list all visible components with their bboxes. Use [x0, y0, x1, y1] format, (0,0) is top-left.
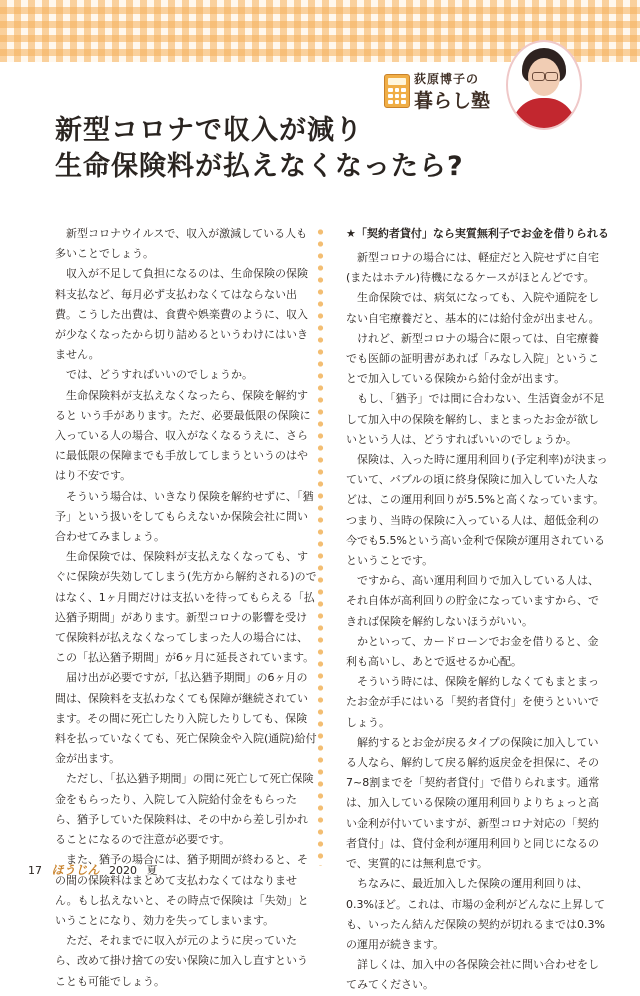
- dotted-column-divider: [317, 226, 324, 866]
- paragraph: 生命保険では、病気になっても、入院や通院をしない自宅療養だと、基本的には給付金が出ません。: [346, 291, 600, 325]
- page-number: 17: [28, 864, 42, 877]
- paragraph: 収入が不足して負担になるのは、生命保険の保険料支払など、毎月必ず支払わなくてはならない出費。こうした出費は、食費や娯楽費のように、収入が少なくなったから切り詰めるというわけにはいきません。: [55, 267, 308, 362]
- magazine-name: ほうじん: [51, 863, 100, 877]
- paragraph: もし、「猶予」では間に合わない、生活資金が不足して加入中の保険を解約し、まとまったお金が欲しいという人は、どうすればいいのでしょうか。: [346, 392, 605, 446]
- paragraph: 生命保険では、保険料が支払えなくなっても、すぐに保険が失効してしまう(先方から解約される)のではなく、1ヶ月間だけは支払いを待ってもらえる「払込猶予期間」があります。新型コロナの影響を受けて保険料が払えなくなってしまった人の場合には、この「払込猶予期間」が6ヶ月に延長されています。: [55, 550, 317, 665]
- title-line-2: 生命保険料が払えなくなったら?: [55, 151, 464, 182]
- section-heading: ★「契約者貸付」なら実質無利子でお金を借りられる: [346, 227, 609, 240]
- issue-season: 夏: [146, 864, 158, 877]
- article-title: [55, 113, 464, 185]
- issue-year: 2020: [109, 864, 138, 877]
- column-brand: [384, 70, 504, 114]
- author-photo: [506, 40, 582, 130]
- paragraph: 届け出が必要ですが,「払込猶予期間」の6ヶ月の間は、保険料を支払わなくても保障が継続されています。その間に死亡したり入院したりしても、保険料を払っていなくても、死亡保険金や入院(通院)給付金が出ます。: [55, 671, 317, 766]
- paragraph: 生命保険料が支払えなくなったら、保険を解約すると いう手があります。ただ、必要最低限の保険に入っている人の場合、収入がなくなるうえに、さらに最低限の保障までも手放してしまうというのはやはり不安です。: [55, 388, 311, 483]
- paragraph: 解約するとお金が戻るタイプの保険に加入している人なら、解約して戻る解約返戻金を担保に、その7~8割までを「契約者貸付」で借りられます。通常は、加入している保険の運用利回りよりちょっと高い金利が付いていますが、新型コロナ対応の「契約者貸付」は、貸付金利が運用利回りと同じになるので、実質的には無利息です。: [346, 735, 600, 871]
- paragraph: ですから、高い運用利回りで加入している人は、それ自体が高利回りの貯金になっていますから、できれば保険を解約しないほうがいい。: [346, 574, 599, 628]
- paragraph: では、どうすればいいのでしょうか。: [66, 368, 253, 382]
- paragraph: そういう時には、保険を解約しなくてもまとまったお金が手にはいる「契約者貸付」を使うといいでしょう。: [346, 675, 599, 729]
- paragraph: 新型コロナウイルスで、収入が激減している人も多いことでしょう。: [55, 227, 308, 261]
- page-footer: [28, 861, 164, 878]
- paragraph: 新型コロナの場合には、軽症だと入院せずに自宅(またはホテル)待機になるケースがほとんどです。: [346, 251, 599, 285]
- paragraph: 詳しくは、加入中の各保険会社に問い合わせをしてみてください。: [346, 958, 599, 992]
- paragraph: けれど、新型コロナの場合に限っては、自宅療養でも医師の証明書があれば「みなし入院」ということで加入している保険から給付金が出ます。: [346, 331, 599, 386]
- paragraph: ちなみに、最近加入した保険の運用利回りは、0.3%ほど。これは、市場の金利がどんなに上昇しても、いったん結んだ保険の契約が切れるまでは0.3%の運用が続きます。: [346, 877, 605, 951]
- calculator-icon: [384, 74, 410, 108]
- paragraph: かといって、カードローンでお金を借りると、金利も高いし、あとで返せるか心配。: [346, 634, 599, 669]
- title-line-1: 新型コロナで収入が減り: [55, 115, 363, 146]
- paragraph: また、猶予の場合には、猶予期間が終わると、その間の保険料はまとめて支払わなくてはなりません。もし払えないと、その時点で保険は「失効」ということになり、効力を失ってしまいます。: [55, 853, 309, 927]
- paragraph: ただ、それまでに収入が元のように戻っていたら、改めて掛け捨ての安い保険に加入し直すということも可能でしょう。: [55, 934, 308, 988]
- paragraph: そういう場合は、いきなり保険を解約せずに、「猶予」という扱いをしてもらえないか保険会社に問い合わせてみましょう。: [55, 489, 314, 544]
- paragraph: 保険は、入った時に運用利回り(予定利率)が決まっていて、バブルの頃に終身保険に加入していた人などは、この運用利回りが5.5%と高くなっています。つまり、当時の保険に入っている人は、超低金利の今でも5.5%という高い金利で保険が運用されているということです。: [346, 453, 608, 568]
- right-column: [346, 224, 608, 996]
- author-line: 荻原博子の: [414, 72, 480, 86]
- column-name: 暮らし塾: [414, 90, 491, 112]
- paragraph: ただし、「払込猶予期間」の間に死亡して死亡保険金をもらったり、入院して入院給付金をもらったら、猶予していた保険料は、その中から差し引かれることになるので注意が必要です。: [55, 772, 314, 847]
